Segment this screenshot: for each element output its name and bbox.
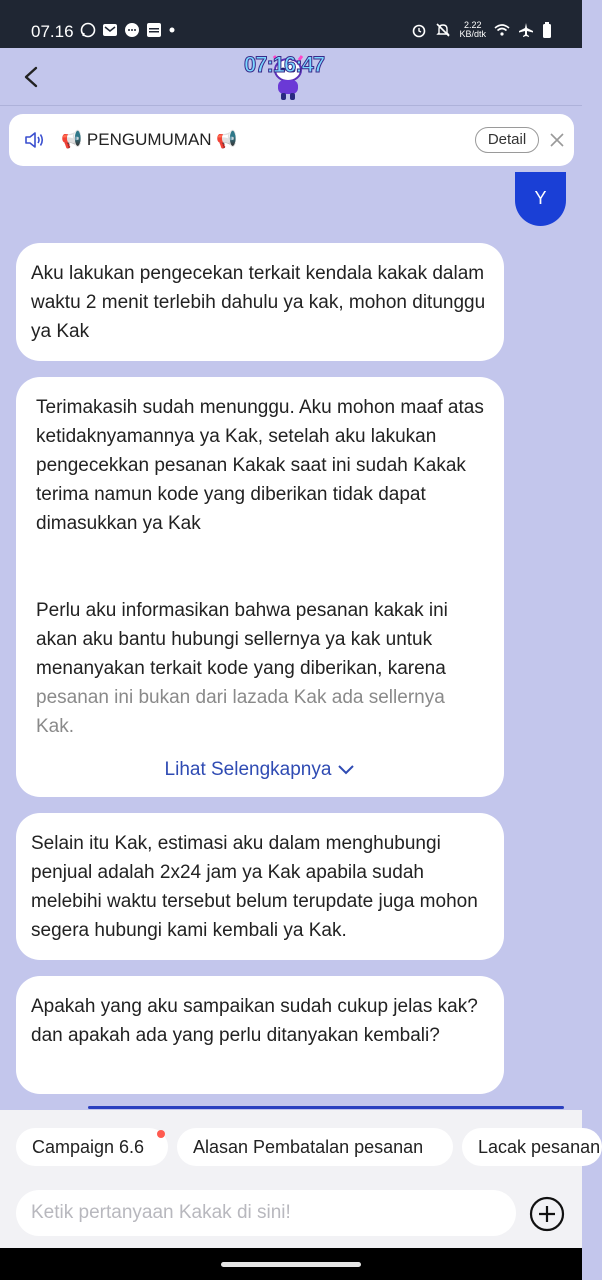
scroll-indicator <box>88 1106 564 1109</box>
mail-icon <box>102 22 118 38</box>
badge-dot <box>157 1130 165 1138</box>
message-text: Apakah yang aku sampaikan sudah cukup jelas kak? dan apakah ada yang perlu ditanyakan kembali? <box>31 996 478 1046</box>
app-icon <box>146 22 162 38</box>
agent-message <box>16 377 504 797</box>
airplane-icon <box>518 22 534 38</box>
alarm-icon <box>411 22 427 38</box>
message-text: Terimakasih sudah menunggu. Aku mohon maaf atas ketidaknyamannya ya Kak, setelah aku lakukan pengecekkan pesanan Kakak saat ini sudah Kakak terima namun kode yang diberikan tidak dapat dimasukkan ya Kak <box>36 397 484 534</box>
quick-reply-chip[interactable]: Lacak pesanan <box>462 1128 602 1166</box>
message-text-part: Perlu aku informasikan bahwa pesanan kakak ini akan aku bantu hubungi sellernya ya kak untuk menanyakan terkait kode yang diberikan, karena <box>36 600 448 679</box>
message-text: Selain itu Kak, estimasi aku dalam menghubungi penjual adalah 2x24 jam ya Kak apabila sudah melebihi waktu tersebut belum terupdate juga mohon segera hubungi kami kembali ya Kak. <box>31 833 478 941</box>
message-input[interactable] <box>16 1190 516 1236</box>
status-bar <box>0 0 582 48</box>
plus-circle-icon[interactable] <box>529 1196 565 1232</box>
quick-reply-chip[interactable]: Campaign 6.6 <box>16 1128 168 1166</box>
dot-icon <box>168 26 176 34</box>
chat-icon <box>124 22 140 38</box>
network-speed: 2.22 KB/dtk <box>459 20 486 39</box>
announcement-text: 📢 PENGUMUMAN 📢 <box>61 130 238 149</box>
notification-icons <box>80 22 176 38</box>
user-avatar: Y <box>515 172 566 226</box>
message-input-container[interactable] <box>16 1190 516 1236</box>
see-more-label: Lihat Selengkapnya <box>164 759 332 780</box>
wifi-icon <box>494 22 510 38</box>
see-more-link[interactable] <box>16 755 504 784</box>
agent-message <box>16 813 504 960</box>
quick-reply-chip[interactable]: Alasan Pembatalan pesanan <box>177 1128 453 1166</box>
message-text-faded: pesanan ini bukan dari lazada Kak ada sellernya Kak. <box>36 687 445 737</box>
mute-icon <box>435 22 451 38</box>
message-text <box>36 596 488 741</box>
home-handle[interactable] <box>221 1262 361 1267</box>
whatsapp-icon <box>80 22 96 38</box>
system-icons <box>411 21 552 39</box>
composer-panel <box>0 1110 601 1248</box>
speaker-icon <box>23 129 45 151</box>
agent-message <box>16 243 504 361</box>
time-overlay: 07:16:47 <box>244 52 325 77</box>
agent-message <box>16 976 504 1094</box>
back-arrow-icon[interactable] <box>18 62 46 92</box>
detail-button[interactable]: Detail <box>475 127 539 153</box>
system-nav-bar <box>0 1248 582 1280</box>
battery-icon <box>542 22 552 38</box>
message-text: Aku lakukan pengecekan terkait kendala kakak dalam waktu 2 menit terlebih dahulu ya kak, mohon ditunggu ya Kak <box>31 263 486 342</box>
status-time: 07.16 <box>31 22 74 41</box>
chevron-down-icon <box>337 764 355 776</box>
close-icon[interactable] <box>547 130 567 150</box>
announcement-bar[interactable] <box>9 114 574 166</box>
